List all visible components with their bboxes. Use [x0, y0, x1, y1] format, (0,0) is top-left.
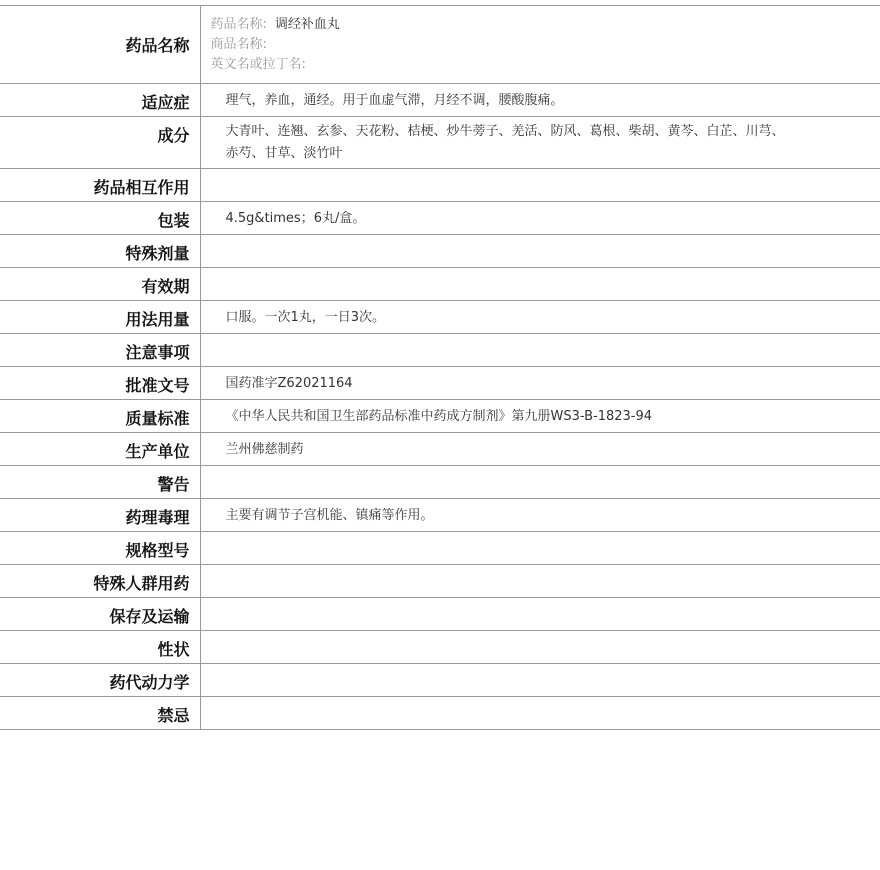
row-value: [200, 268, 880, 301]
row-contraindications: [0, 697, 880, 730]
row-label: 生产单位: [0, 433, 200, 466]
row-value: [200, 697, 880, 730]
row-label: 药品名称: [0, 6, 200, 84]
row-warning: [0, 466, 880, 499]
row-value: 理气，养血，通经。用于血虚气滞，月经不调，腰酸腹痛。: [200, 84, 880, 117]
english-name-line: [211, 55, 871, 75]
row-value: 兰州佛慈制药: [200, 433, 880, 466]
row-label: 药理毒理: [0, 499, 200, 532]
row-label: 批准文号: [0, 367, 200, 400]
row-value: 4.5g&times；6丸/盒。: [200, 202, 880, 235]
drug-info-table: [0, 5, 880, 730]
row-value: [200, 169, 880, 202]
row-label: 规格型号: [0, 532, 200, 565]
row-label: 特殊剂量: [0, 235, 200, 268]
row-label: 有效期: [0, 268, 200, 301]
drug-name-line: [211, 15, 871, 35]
row-label: 注意事项: [0, 334, 200, 367]
row-ingredients: [0, 117, 880, 169]
ingredient-text: 大青叶、连翘、玄参、天花粉、桔梗、炒牛蒡子、羌活、防风、葛根、柴胡、黄芩、白芷、川芎、赤芍、甘草、淡竹叶: [225, 124, 785, 161]
english-name-key: 英文名或拉丁名:: [210, 57, 306, 72]
row-value: 《中华人民共和国卫生部药品标准中药成方制剂》第九册WS3-B-1823-94: [200, 400, 880, 433]
row-label: 性状: [0, 631, 200, 664]
row-manufacturer: [0, 433, 880, 466]
row-indications: [0, 84, 880, 117]
row-label: 保存及运输: [0, 598, 200, 631]
row-label: 用法用量: [0, 301, 200, 334]
row-value: [200, 235, 880, 268]
trade-name-line: [211, 35, 871, 55]
row-special-dosage: [0, 235, 880, 268]
row-value: [200, 631, 880, 664]
row-expiry: [0, 268, 880, 301]
row-drug-name: [0, 6, 880, 84]
row-label: 禁忌: [0, 697, 200, 730]
row-value: [200, 334, 880, 367]
row-precautions: [0, 334, 880, 367]
row-characteristics: [0, 631, 880, 664]
row-value: 口服。一次1丸，一日3次。: [200, 301, 880, 334]
row-value: [200, 598, 880, 631]
row-label: 特殊人群用药: [0, 565, 200, 598]
row-label: 质量标准: [0, 400, 200, 433]
row-usage-dosage: [0, 301, 880, 334]
drug-name-cell: [200, 6, 880, 84]
row-label: 适应症: [0, 84, 200, 117]
row-label: 药品相互作用: [0, 169, 200, 202]
row-pharmacokinetics: [0, 664, 880, 697]
trade-name-key: 商品名称:: [210, 37, 267, 52]
row-storage-transport: [0, 598, 880, 631]
row-value: [200, 532, 880, 565]
drug-name-key: 药品名称:: [210, 17, 267, 32]
row-pharmacology: [0, 499, 880, 532]
row-value: 主要有调节子宫机能、镇痛等作用。: [200, 499, 880, 532]
row-quality-standard: [0, 400, 880, 433]
row-value: [200, 117, 880, 169]
row-value: [200, 565, 880, 598]
drug-name-value: 调经补血丸: [274, 17, 340, 32]
row-value: 国药准字Z62021164: [200, 367, 880, 400]
row-interactions: [0, 169, 880, 202]
row-value: [200, 664, 880, 697]
row-label: 警告: [0, 466, 200, 499]
row-label: 包装: [0, 202, 200, 235]
row-approval-number: [0, 367, 880, 400]
row-specification: [0, 532, 880, 565]
row-label: 药代动力学: [0, 664, 200, 697]
row-value: [200, 466, 880, 499]
row-label: 成分: [0, 117, 200, 169]
row-special-populations: [0, 565, 880, 598]
row-packaging: [0, 202, 880, 235]
